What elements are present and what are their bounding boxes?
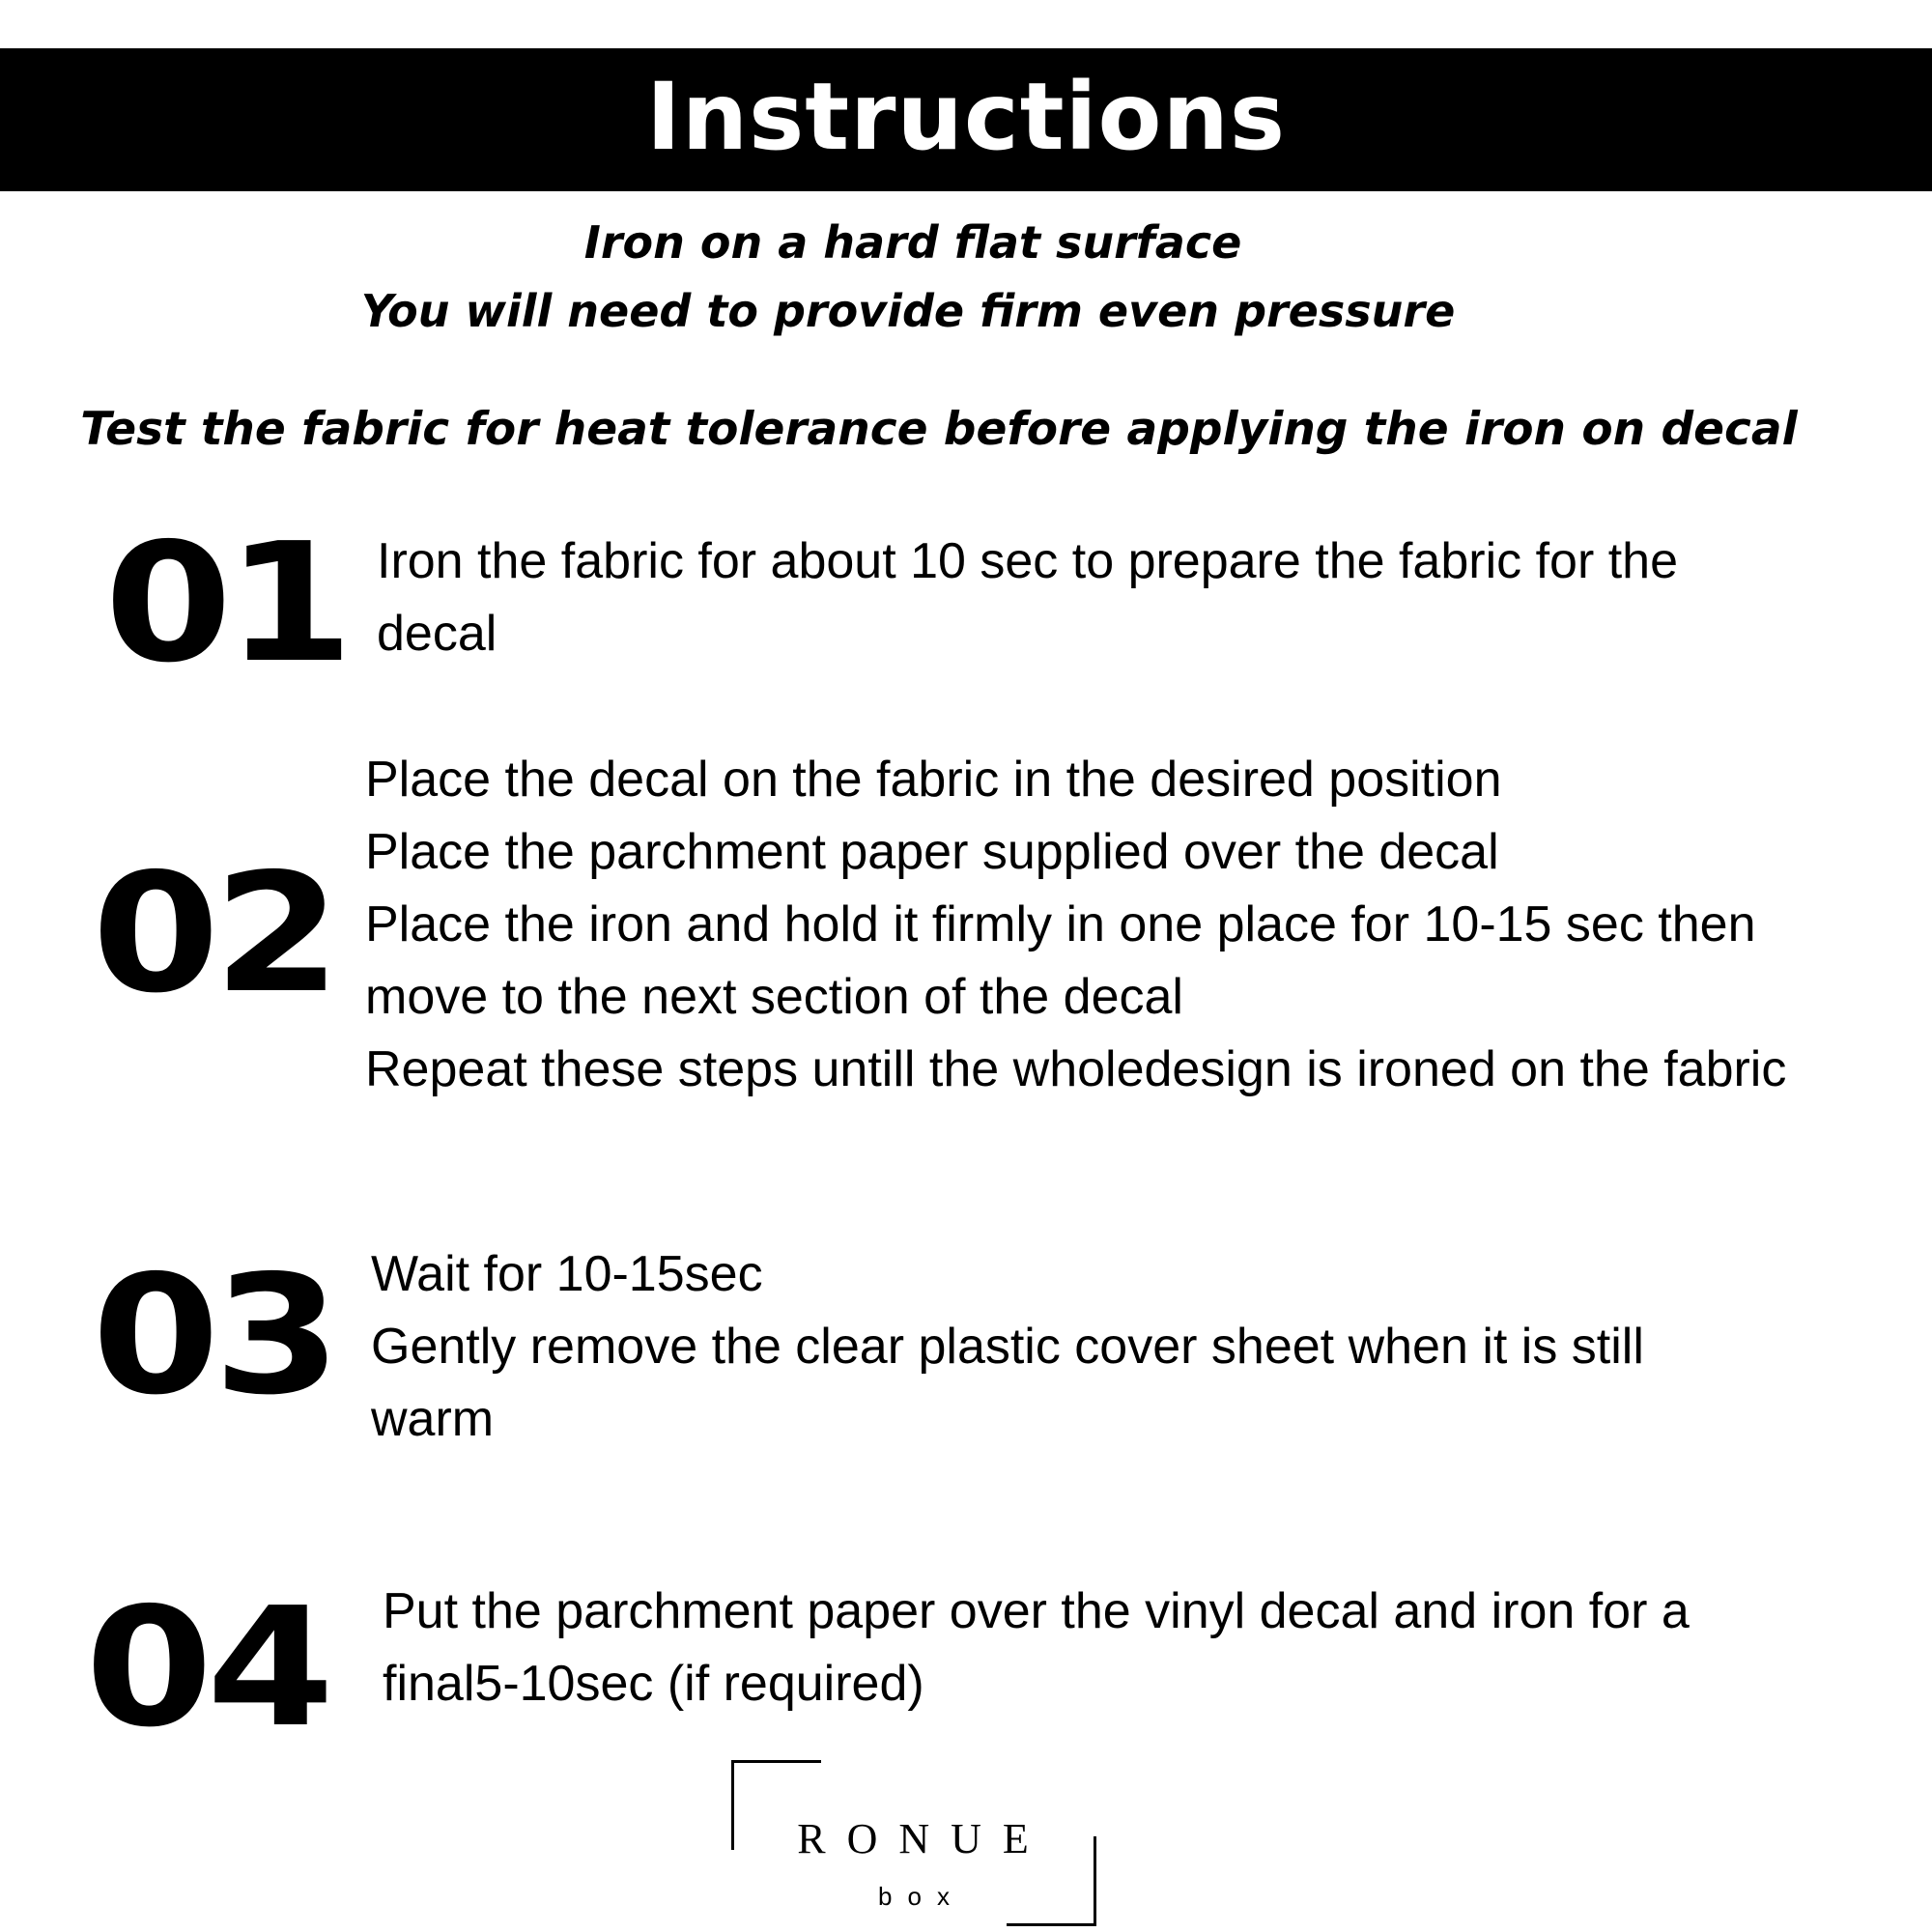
brand-logo (731, 1760, 1096, 1926)
tip-firm-pressure: You will need to provide firm even pressure (360, 285, 1456, 337)
step-text-1 (377, 526, 1768, 670)
step-number-2: 02 (92, 838, 335, 1030)
step-2-line: Place the decal on the fabric in the desired position (365, 752, 1502, 808)
step-2-line: Repeat these steps untill the wholedesign is ironed on the fabric (365, 1041, 1787, 1097)
tip-hard-surface: Iron on a hard flat surface (583, 216, 1242, 269)
step-3-line: Wait for 10-15sec (371, 1246, 763, 1302)
step-2-line: Place the parchment paper supplied over the decal (365, 824, 1499, 880)
step-text-4 (383, 1576, 1735, 1720)
step-2-line: Place the iron and hold it firmly in one place for 10-15 sec then move to the next section of the decal (365, 896, 1756, 1025)
tip-heat-test: Test the fabric for heat tolerance before applying the iron on decal (80, 403, 1798, 456)
logo-subtitle: box (878, 1882, 965, 1911)
step-4-line: Put the parchment paper over the vinyl decal and iron for a final5-10sec (if required) (383, 1583, 1690, 1712)
logo-brand-name: RONUE (797, 1815, 1050, 1862)
step-1-line: Iron the fabric for about 10 sec to prepare the fabric for the decal (377, 533, 1678, 662)
title-bar (0, 48, 1932, 191)
step-3-line: Gently remove the clear plastic cover sheet when it is still warm (371, 1319, 1644, 1447)
step-number-4: 04 (85, 1573, 328, 1764)
step-number-1: 01 (104, 508, 348, 699)
step-text-3 (371, 1238, 1685, 1456)
page-title: Instructions (646, 63, 1286, 171)
step-number-3: 03 (92, 1240, 335, 1432)
step-text-2 (365, 744, 1795, 1106)
